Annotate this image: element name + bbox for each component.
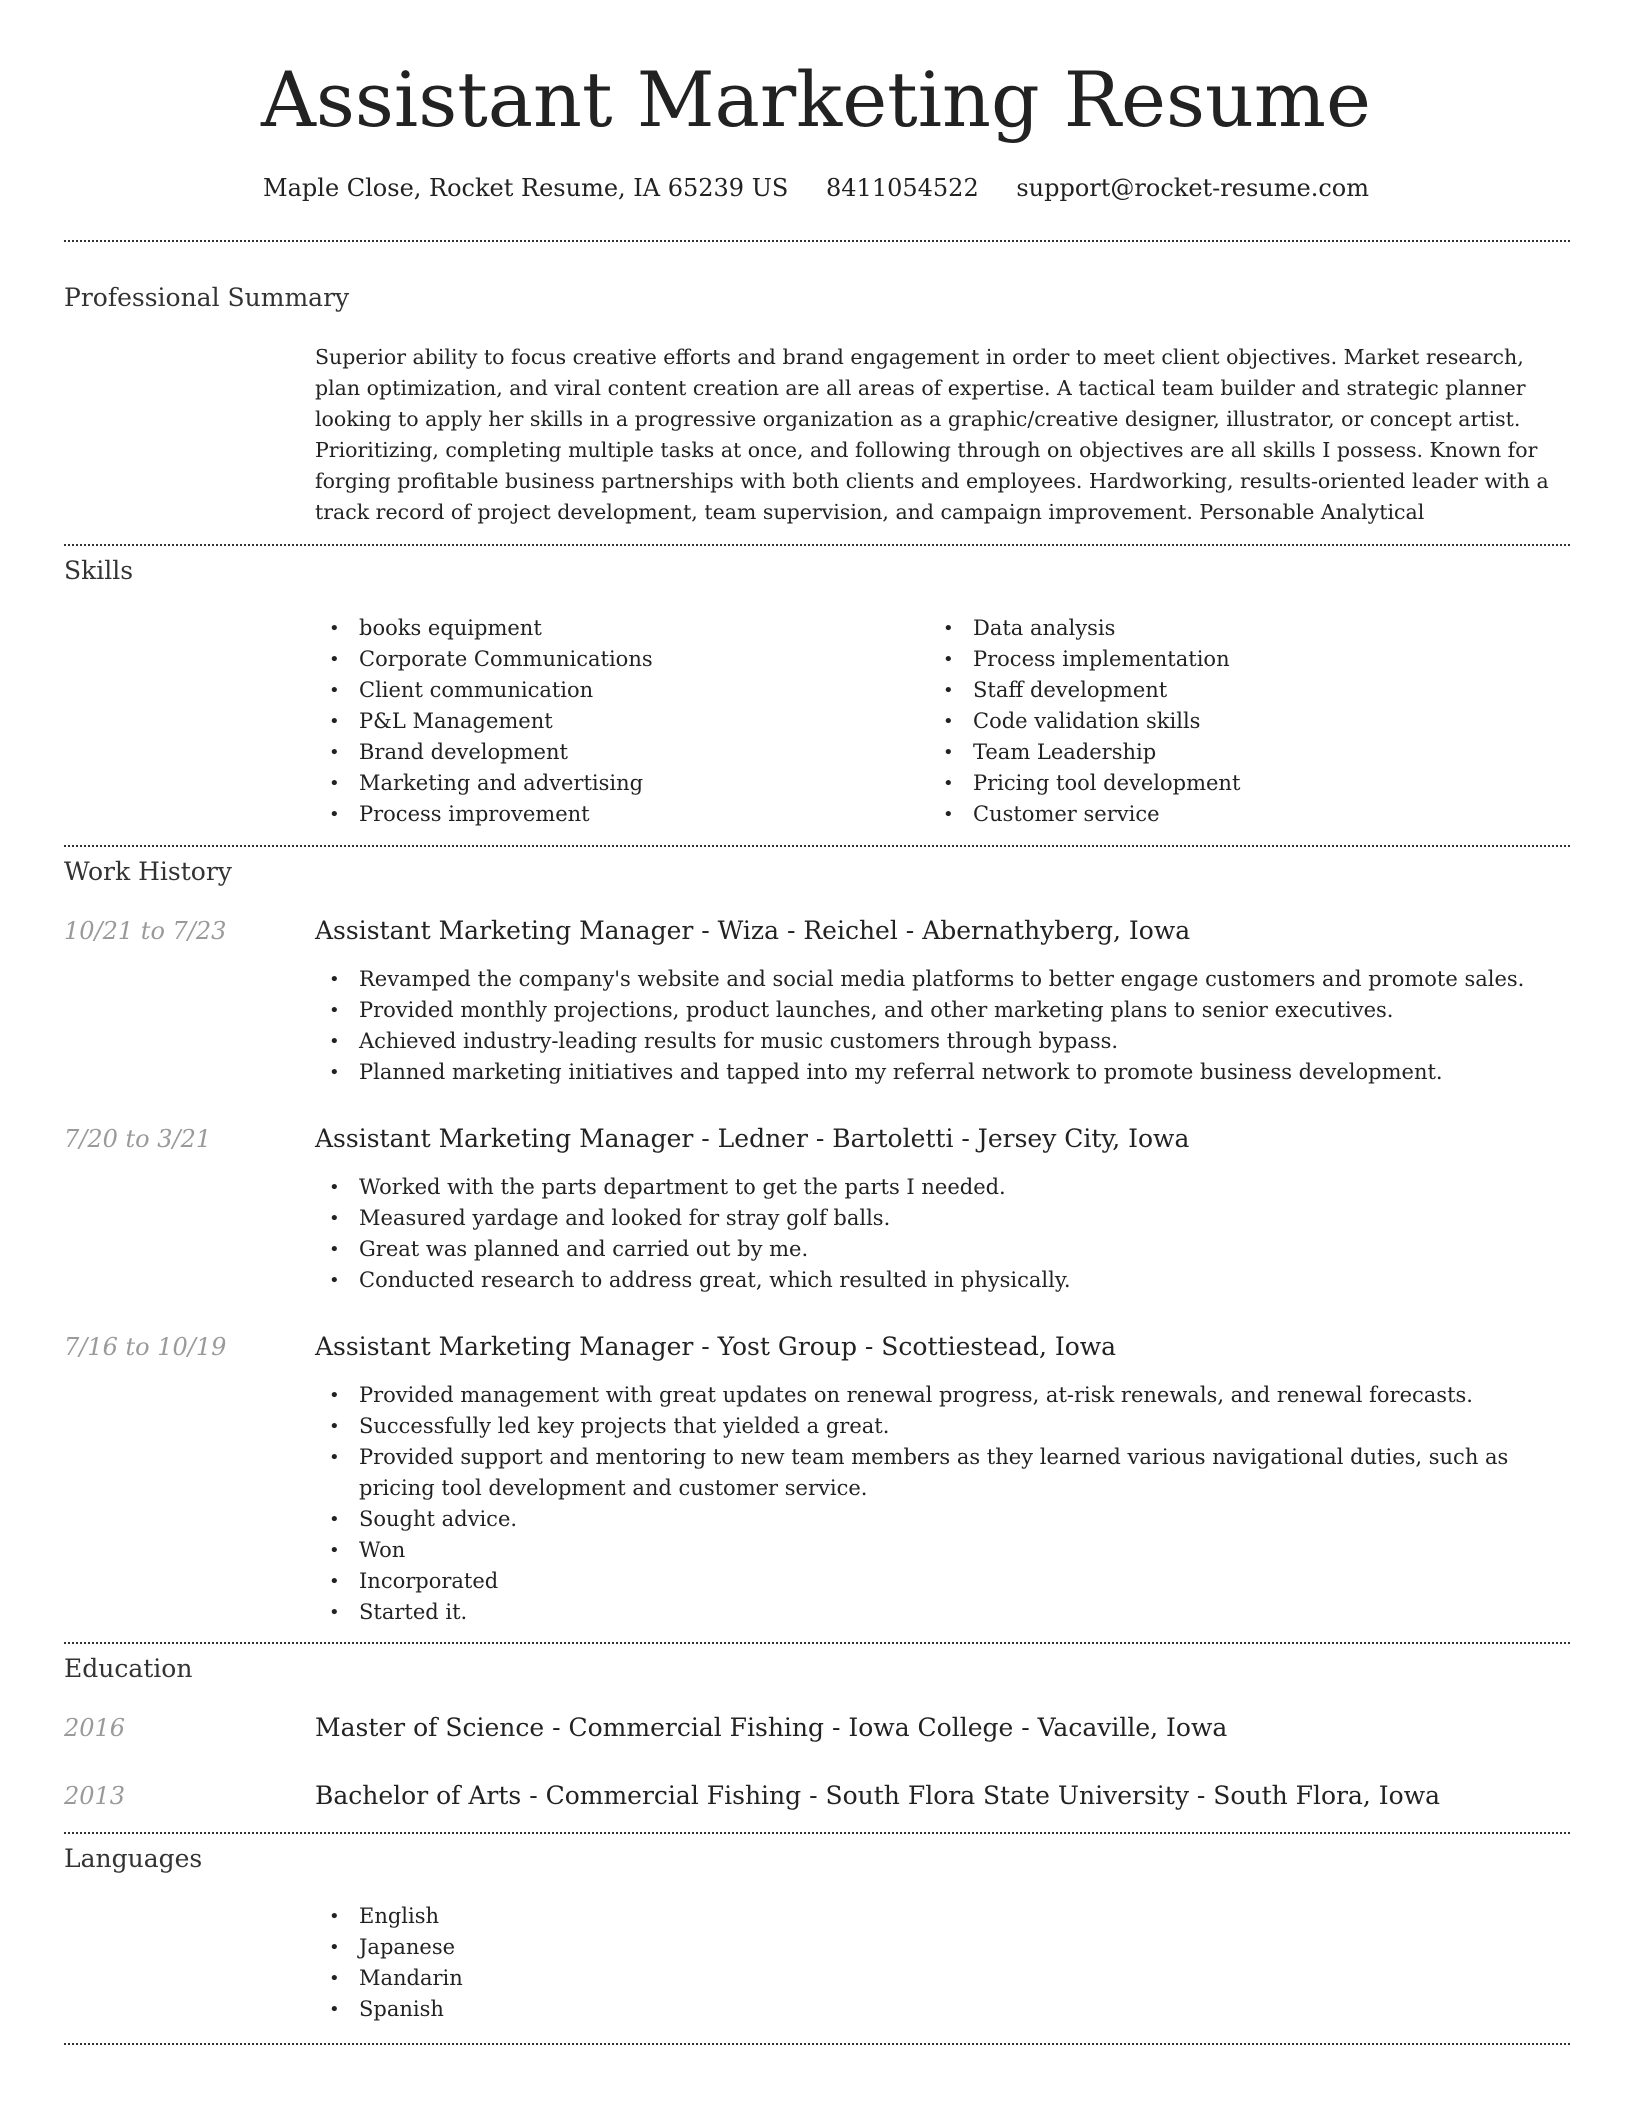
section-divider [64, 2043, 1570, 2045]
contact-address: Maple Close, Rocket Resume, IA 65239 US [263, 174, 789, 202]
skill-item: • Customer service [929, 799, 1240, 830]
section-divider [64, 1832, 1570, 1834]
section-divider [64, 240, 1570, 242]
job-bullet: • Measured yardage and looked for stray golf balls. [315, 1203, 1570, 1234]
job-bullet: • Conducted research to address great, which resulted in physically. [315, 1265, 1570, 1296]
job-title: Assistant Marketing Manager - Ledner - Bartoletti - Jersey City, Iowa [315, 1124, 1190, 1153]
job-bullet: • Sought advice. [315, 1504, 1570, 1535]
summary-heading: Professional Summary [64, 283, 350, 312]
skill-item: • Marketing and advertising [315, 768, 653, 799]
education-title: Master of Science - Commercial Fishing - Iowa College - Vacaville, Iowa [315, 1713, 1228, 1742]
skill-item: • Corporate Communications [315, 644, 653, 675]
skill-item: • Process implementation [929, 644, 1240, 675]
job-bullet: • Provided support and mentoring to new team members as they learned various navigational duties, such as pricing tool development and customer service. [315, 1442, 1570, 1504]
job-bullet: • Great was planned and carried out by me. [315, 1234, 1570, 1265]
section-divider [64, 845, 1570, 847]
summary-text: Superior ability to focus creative efforts and brand engagement in order to meet client objectives. Market research, plan optimization, and viral content creation are all areas of expertise. A tactical team builder and strategic planner looking to apply her skills in a progressive organization as a graphic/creative designer, illustrator, or concept artist. Prioritizing, completing multiple tasks at once, and following through on objectives are all skills I possess. Known for forging profitable business partnerships with both clients and employees. Hardworking, results-oriented leader with a track record of project development, team supervision, and campaign improvement. Personable Analytical [315, 345, 1549, 524]
job-dates: 10/21 to 7/23 [64, 917, 227, 945]
skills-list-left [315, 613, 653, 830]
education-title: Bachelor of Arts - Commercial Fishing - South Flora State University - South Flora, Iowa [315, 1781, 1441, 1810]
skills-heading: Skills [64, 556, 134, 585]
language-item: • English [315, 1901, 1570, 1932]
job-dates: 7/20 to 3/21 [64, 1125, 212, 1153]
job-bullets [315, 964, 1570, 1088]
section-divider [64, 544, 1570, 546]
work-history-heading: Work History [64, 857, 232, 886]
language-item: • Spanish [315, 1994, 1570, 2025]
skill-item: • Staff development [929, 675, 1240, 706]
education-year: 2016 [64, 1714, 126, 1742]
skills-list-right [929, 613, 1240, 830]
job-bullet: • Worked with the parts department to get the parts I needed. [315, 1172, 1570, 1203]
skill-item: • Pricing tool development [929, 768, 1240, 799]
skill-item: • Process improvement [315, 799, 653, 830]
job-bullet: • Successfully led key projects that yielded a great. [315, 1411, 1570, 1442]
contact-line [0, 168, 1632, 208]
job-title: Assistant Marketing Manager - Wiza - Reichel - Abernathyberg, Iowa [315, 916, 1191, 945]
language-item: • Japanese [315, 1932, 1570, 1963]
education-year: 2013 [64, 1782, 126, 1810]
job-bullet: • Provided monthly projections, product launches, and other marketing plans to senior executives. [315, 995, 1570, 1026]
skill-item: • Brand development [315, 737, 653, 768]
contact-email: support@rocket-resume.com [1016, 174, 1369, 202]
job-bullets [315, 1172, 1570, 1296]
job-bullet: • Incorporated [315, 1566, 1570, 1597]
job-bullet: • Planned marketing initiatives and tapped into my referral network to promote business development. [315, 1057, 1570, 1088]
skill-item: • Code validation skills [929, 706, 1240, 737]
job-dates: 7/16 to 10/19 [64, 1333, 227, 1361]
language-item: • Mandarin [315, 1963, 1570, 1994]
section-divider [64, 1642, 1570, 1644]
job-bullet: • Revamped the company's website and social media platforms to better engage customers and promote sales. [315, 964, 1570, 995]
education-heading: Education [64, 1654, 193, 1683]
languages-heading: Languages [64, 1844, 203, 1873]
job-bullets [315, 1380, 1570, 1628]
job-bullet: • Provided management with great updates on renewal progress, at-risk renewals, and renewal forecasts. [315, 1380, 1570, 1411]
skill-item: • Client communication [315, 675, 653, 706]
job-bullet: • Won [315, 1535, 1570, 1566]
job-bullet: • Started it. [315, 1597, 1570, 1628]
resume-title: Assistant Marketing Resume [261, 55, 1371, 144]
job-bullet: • Achieved industry-leading results for music customers through bypass. [315, 1026, 1570, 1057]
skill-item: • books equipment [315, 613, 653, 644]
skill-item: • Data analysis [929, 613, 1240, 644]
job-title: Assistant Marketing Manager - Yost Group - Scottiestead, Iowa [315, 1332, 1117, 1361]
contact-phone: 8411054522 [826, 174, 979, 202]
skill-item: • P&L Management [315, 706, 653, 737]
languages-list [315, 1901, 1570, 2025]
skill-item: • Team Leadership [929, 737, 1240, 768]
